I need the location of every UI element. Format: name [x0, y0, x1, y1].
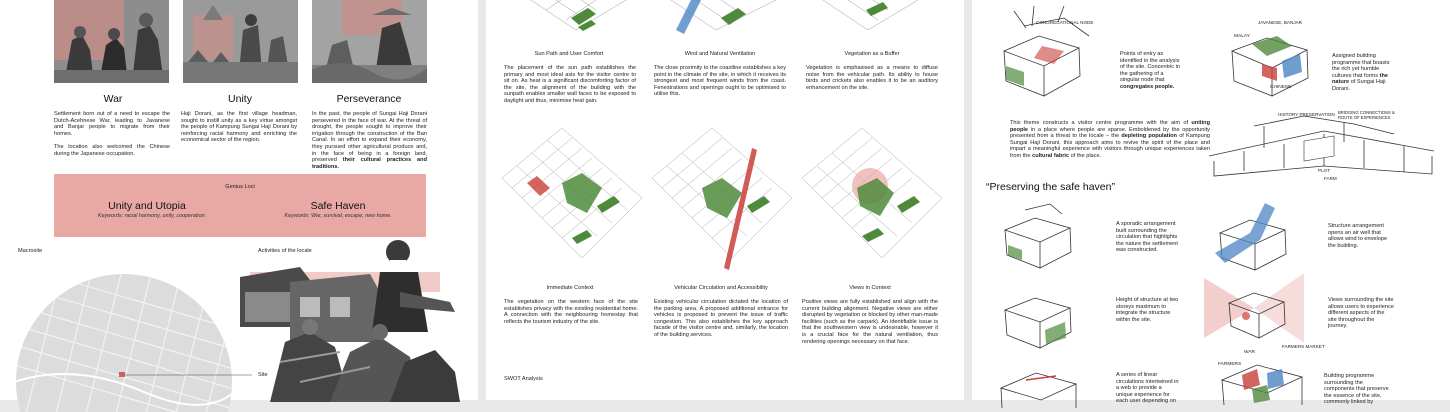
farmers-label: FARMERS	[1218, 362, 1242, 367]
caption-text-wind: The close proximity to the coastline establishes a key point in the climate of the site, in which it receives its strongest and most frequent winds from the coast. Fenestrations and openings ought to be optimised to utilise this.	[654, 65, 786, 98]
farm-label: FARM	[1324, 176, 1337, 181]
section-heading: “Preserving the safe haven”	[986, 181, 1115, 193]
note-building-programme: Building programme surrounding the components that preserve the essence of the site, commonly linked by	[1324, 373, 1389, 406]
caption-text-vegetation: Vegetation is emphasised as a means to diffuse noise from the vehicular path. Its ability to house birds and crickets also enables it to be an auditory enhancement on the site.	[806, 65, 938, 91]
views-context-diagram	[802, 118, 942, 268]
caption-title-vehicular: Vehicular Circulation and Accessibility	[674, 285, 768, 291]
photo-unity	[183, 0, 298, 83]
activities-label: Activities of the locale	[258, 248, 312, 254]
plot-label: PLOT	[1318, 168, 1330, 173]
macrosite-label: Macrosite	[18, 248, 43, 254]
javanese-banjar-label: JAVANESE, BANJAR	[1258, 20, 1302, 25]
safe-haven-keywords: Keywords: War, survival, escape, new home.	[284, 213, 392, 219]
column-title-unity: Unity	[228, 93, 252, 105]
panel-site-analysis	[486, 0, 964, 400]
farmers-market-label: FARMERS MARKET	[1282, 344, 1325, 349]
sunpath-diagram	[516, 0, 626, 40]
column-text-perseverance: In the past, the people of Sungai Haji Dorani persevered in the face of war. At the threat of drought, the people sought to improve their irrigation through the construction of the Ban Canal. In an effort to expand their economy, they pursued other agricultural produce and, in the face of being in a foreign land, preserved their cultural practices and traditions.	[312, 111, 427, 170]
column-text-unity: Haji Dorani, as the first village headman, sought to instill unity as a key virtue amongst the people of Kampung Sungai Haji Dorani by reinforcing racial harmony and enriching the economical sector of the region.	[181, 111, 297, 144]
column-title-war: War	[103, 93, 123, 105]
views-sketch	[1204, 268, 1304, 348]
points-of-entry-note: Points of entry as identified in the analysis of the site. Concentric in the gathering of a singular node that congregates people.	[1120, 51, 1181, 90]
vehicular-circulation-diagram	[652, 118, 792, 268]
immediate-context-diagram	[502, 118, 642, 268]
height-sketch	[1000, 280, 1080, 350]
unity-utopia-keywords: Keywords: racial harmony, unity, cooperation.	[97, 213, 207, 219]
genius-loci-band	[54, 174, 426, 237]
history-preservation-label: HISTORY PRESERVATION	[1278, 112, 1335, 117]
caption-title-views: Views in Context	[849, 285, 891, 291]
unity-utopia-title: Unity and Utopia	[108, 200, 186, 212]
note-sporadic: A sporadic arrangement built surrounding the circulation that highlights the nature the settlement was constructed.	[1116, 221, 1178, 254]
caption-text-sunpath: The placement of the sun path establishes the primary and most ideal axis for the visitor centre to sit on. As heat is a significant discomforting factor of the site, the alignment of the building with the sunpath enables smaller wall faces to be exposed to daylight and thus, minimise heat gain.	[504, 65, 636, 104]
panel-concept	[972, 0, 1450, 406]
circulation-sketch	[996, 358, 1086, 408]
note-views: Views surrounding the site allows users to experience different aspects of the site throughout the journey.	[1328, 297, 1394, 330]
congregational-node-label: CONGREGATIONAL NODE	[1036, 20, 1094, 25]
bridging-label: BRIDGING CONNECTIONS & ROUTE OF EXPERIENCES	[1338, 110, 1395, 120]
note-height: Height of structure at two storeys maximum to integrate the structure within the site.	[1116, 297, 1179, 323]
safe-haven-title: Safe Haven	[310, 200, 366, 212]
caption-title-vegetation: Vegetation as a Buffer	[844, 51, 900, 57]
caption-title-wind: Wind and Natural Ventilation	[684, 51, 756, 57]
genius-loci-label: Genius Loci	[225, 184, 255, 190]
caption-text-vehicular: Existing vehicular circulation dictated the location of the parking area. A proposed additional entrance for vehicles is proposed to prevent the issue of traffic congestion. This also establishes the key approach facade of the visitor centre and, similarly, the location of the building services.	[654, 299, 788, 338]
farmers-market-sketch	[1212, 345, 1312, 405]
column-title-perseverance: Perseverance	[336, 93, 402, 105]
swot-label: SWOT Analysis	[504, 376, 543, 382]
caption-text-immediate: The vegetation on the western face of the site establishes privacy with the existing residential home. A connection with the neighbouring homestay that reflects the tourism industry of the site.	[504, 299, 638, 325]
note-circulation: A series of linear circulations intertwined in a web to provide a unique experience for each user depending on	[1116, 372, 1179, 405]
macrosite-map	[14, 262, 244, 412]
building-programme-note: Assigned building programme that boasts the rich yet humble cultures that forms the nature of Sungai Haji Dorani.	[1332, 53, 1390, 92]
caption-title-sunpath: Sun Path and User Comfort	[534, 51, 604, 57]
wind-diagram	[656, 0, 776, 40]
caption-title-immediate: Immediate Context	[546, 285, 594, 291]
photo-perseverance	[312, 0, 427, 83]
panel-history	[0, 0, 478, 400]
malay-label: MALAY	[1234, 34, 1250, 39]
column-text-war: Settlement born out of a need to escape the Dutch-Acehnese War, leading to Javanese and Banjar people to migrate from their homes. The location also welcomed the Chinese during the Japanese occupation.	[54, 111, 170, 157]
air-well-sketch	[1210, 198, 1300, 270]
chinese-label: CHINESE	[1270, 85, 1292, 90]
photo-war	[54, 0, 169, 83]
caption-text-views: Positive views are fully established and align with the current building alignment. Negative views are either disrupted by vegetation or blocked by other man-made facilities (such as the carpark). An identifiable issue is that the southwestern view is undesirable, however it is a crucial face for the natural ventilation, thus rendering openings necessary on that face.	[802, 299, 938, 345]
sporadic-arrangement-sketch	[1000, 200, 1080, 270]
theme-paragraph: This theme constructs a visitor centre programme with the aim of uniting people in a place where people are sparse. Emboldened by the opportunity presented from a threat to the locale – the depleting population of Kampung Sungai Haji Dorani, this approach aims to revive the spirit of the place and impart a meaningful experience with visitors through unique experiences taken from the cultural fabric of the place.	[1010, 120, 1211, 159]
war-label: WAR	[1244, 350, 1256, 355]
activities-collage	[240, 232, 465, 402]
site-label: Site	[258, 372, 268, 378]
vegetation-diagram	[808, 0, 918, 40]
note-air-well: Structure arrangement opens an air well that allows wind to envelope the building.	[1328, 223, 1388, 249]
